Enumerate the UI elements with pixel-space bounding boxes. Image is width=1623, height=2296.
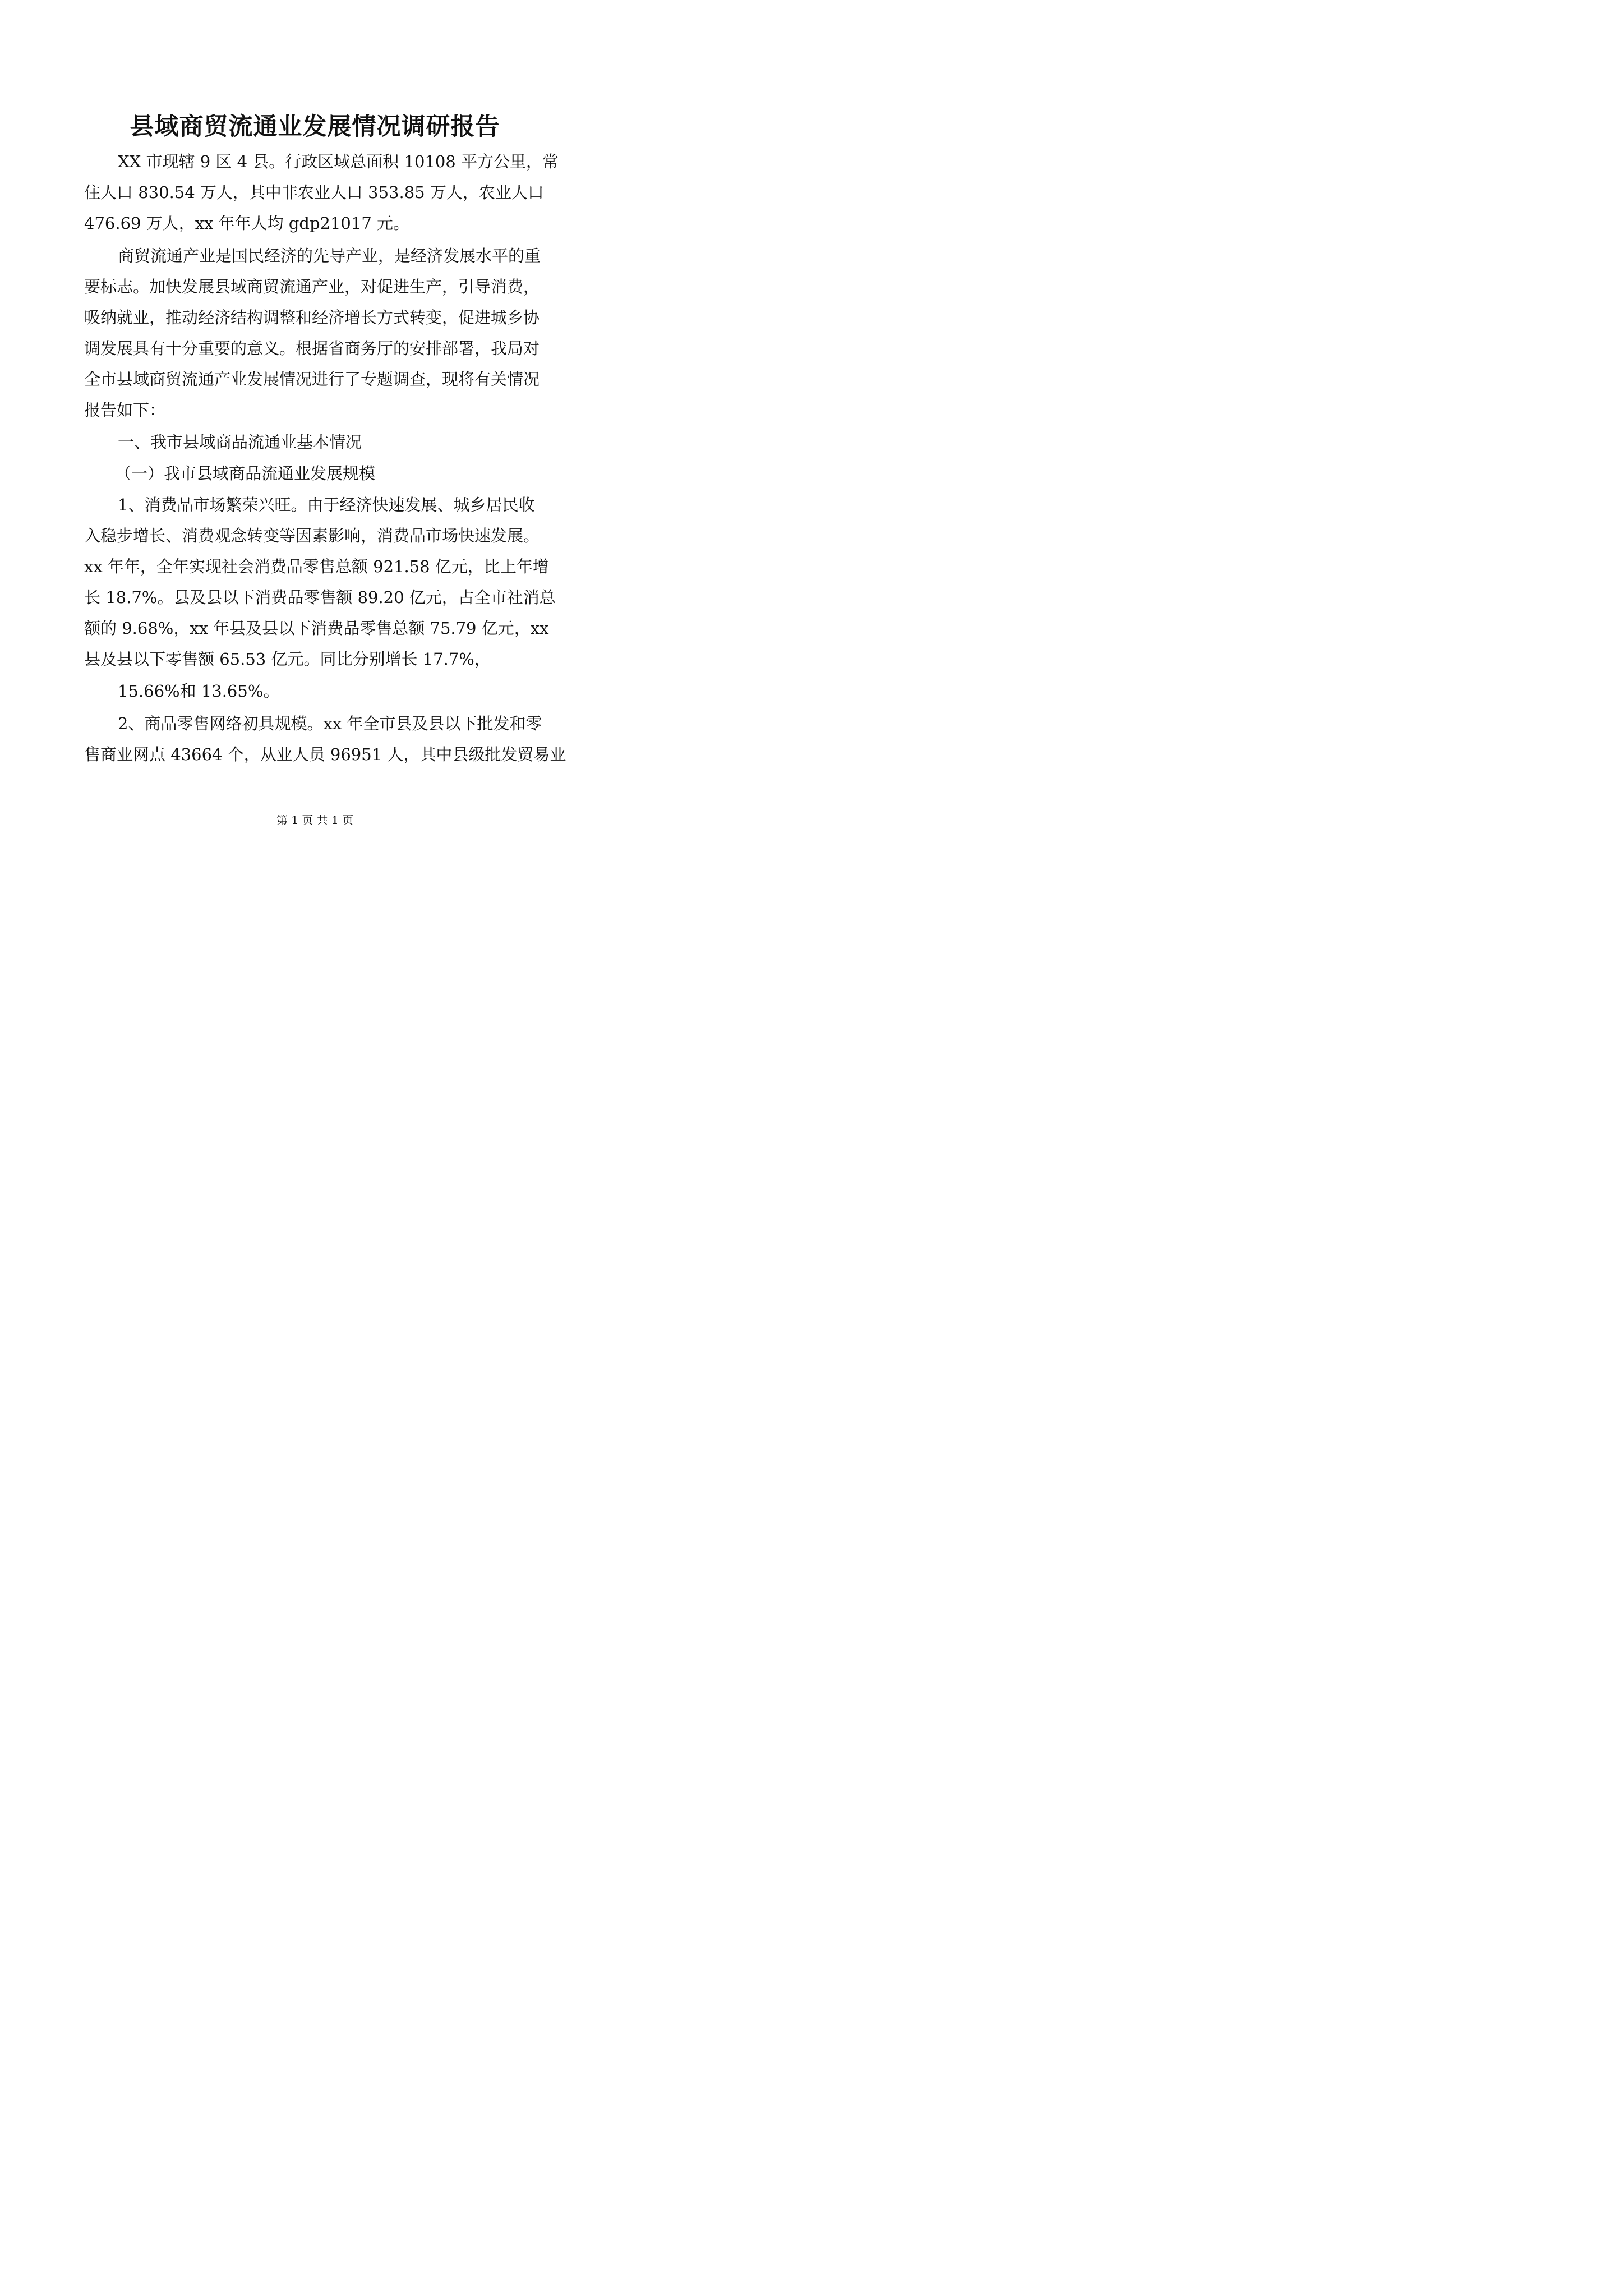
paragraph-line: 额的 9.68%，xx 年县及县以下消费品零售总额 75.79 亿元，xx: [84, 619, 549, 638]
paragraph-line: 住人口 830.54 万人，其中非农业人口 353.85 万人，农业人口: [84, 183, 544, 202]
paragraph-line: 售商业网点 43664 个，从业人员 96951 人，其中县级批发贸易业: [84, 745, 566, 764]
paragraph-line: 长 18.7%。县及县以下消费品零售额 89.20 亿元，占全市社消总: [84, 588, 556, 607]
paragraph-line: xx 年年，全年实现社会消费品零售总额 921.58 亿元，比上年增: [84, 557, 549, 576]
paragraph-line: 2、商品零售网络初具规模。xx 年全市县及县以下批发和零: [118, 714, 542, 733]
paragraph-line: XX 市现辖 9 区 4 县。行政区域总面积 10108 平方公里，常: [118, 152, 559, 171]
paragraph-line: 15.66%和 13.65%。: [118, 682, 280, 701]
subsection-heading: （一）我市县域商品流通业发展规模: [115, 464, 376, 483]
paragraph-line: 商贸流通产业是国民经济的先导产业，是经济发展水平的重: [118, 246, 541, 265]
page-footer: 第 1 页 共 1 页: [276, 813, 354, 827]
section-heading: 一、我市县域商品流通业基本情况: [118, 432, 362, 452]
paragraph-line: 调发展具有十分重要的意义。根据省商务厅的安排部署，我局对: [84, 339, 540, 358]
paragraph-line: 要标志。加快发展县域商贸流通产业，对促进生产，引导消费，: [84, 277, 540, 296]
paragraph-line: 入稳步增长、消费观念转变等因素影响，消费品市场快速发展。: [84, 526, 540, 545]
document-page: [0, 0, 630, 890]
document-title: 县域商贸流通业发展情况调研报告: [130, 113, 500, 141]
paragraph-line: 1、消费品市场繁荣兴旺。由于经济快速发展、城乡居民收: [118, 495, 535, 514]
paragraph-line: 报告如下：: [84, 401, 166, 420]
paragraph-line: 476.69 万人，xx 年年人均 gdp21017 元。: [84, 214, 410, 233]
paragraph-line: 县及县以下零售额 65.53 亿元。同比分别增长 17.7%，: [84, 650, 491, 669]
paragraph-line: 全市县域商贸流通产业发展情况进行了专题调查，现将有关情况: [84, 370, 540, 389]
paragraph-line: 吸纳就业，推动经济结构调整和经济增长方式转变，促进城乡协: [84, 308, 540, 327]
